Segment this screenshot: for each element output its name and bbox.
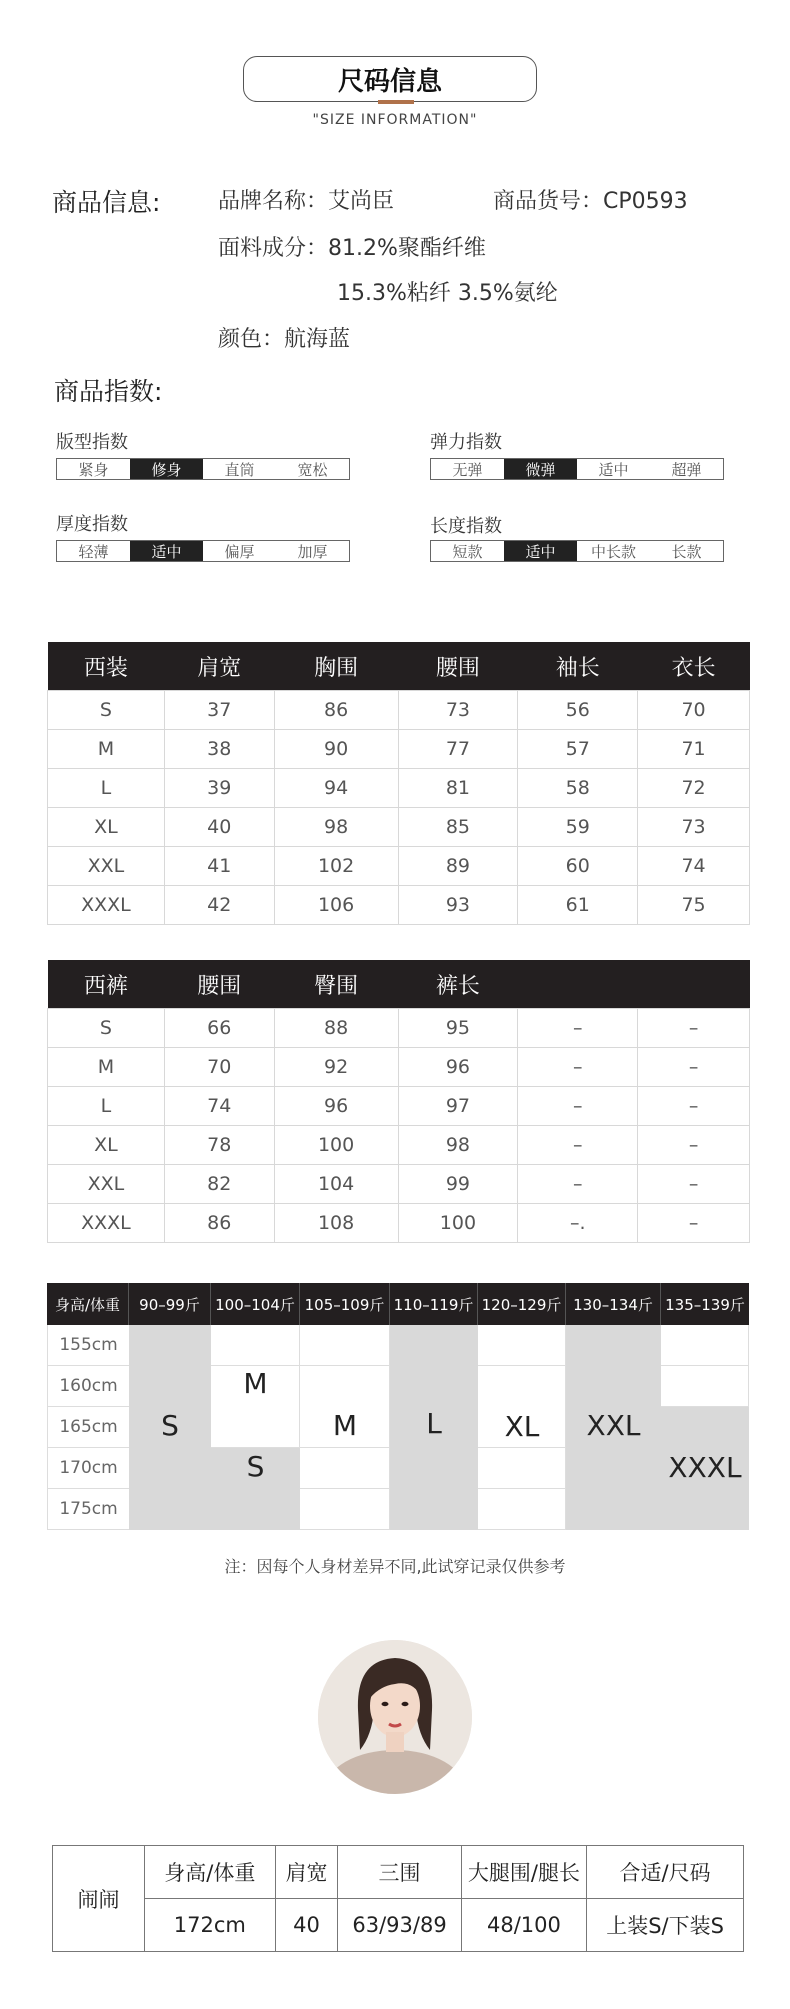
table-header: 臀围 <box>274 960 398 1009</box>
table-cell: 72 <box>638 769 750 808</box>
fit-cell <box>478 1448 566 1489</box>
model-photo-icon <box>318 1640 472 1794</box>
table-cell: 70 <box>164 1048 274 1087</box>
weight-header: 120–129斤 <box>478 1283 566 1325</box>
table-row <box>48 1204 750 1243</box>
table-cell: 59 <box>518 808 638 847</box>
table-cell: 70 <box>638 691 750 730</box>
table-cell: 93 <box>398 886 518 925</box>
table-cell: 86 <box>274 691 398 730</box>
index-option: 超弹 <box>671 460 702 479</box>
table-cell: – <box>638 1009 750 1048</box>
table-cell: – <box>518 1165 638 1204</box>
table-cell: 82 <box>164 1165 274 1204</box>
table-cell: – <box>518 1009 638 1048</box>
weight-header: 135–139斤 <box>661 1283 749 1325</box>
table-cell: XXXL <box>48 886 165 925</box>
table-cell: 92 <box>274 1048 398 1087</box>
table-cell: 41 <box>164 847 274 886</box>
fit-cell <box>478 1325 566 1366</box>
table-cell: 96 <box>398 1048 518 1087</box>
fit-cell <box>300 1489 390 1530</box>
height-label: 155cm <box>47 1325 129 1366</box>
table-header: 袖长 <box>518 642 638 691</box>
table-row <box>48 1009 750 1048</box>
index-option: 长款 <box>671 542 702 561</box>
table-cell: – <box>638 1165 750 1204</box>
fit-size-label: XXL <box>586 1409 641 1442</box>
table-cell: – <box>518 1126 638 1165</box>
table-cell: 75 <box>638 886 750 925</box>
fit-size-label: S <box>246 1450 265 1483</box>
index-option: 短款 <box>452 542 483 561</box>
table-cell: 106 <box>274 886 398 925</box>
item-number: 商品货号：CP0593 <box>493 189 688 214</box>
table-header: 胸围 <box>274 642 398 691</box>
table-cell: XXL <box>48 847 165 886</box>
table-cell: 38 <box>164 730 274 769</box>
table-row <box>48 730 750 769</box>
fit-size-label: L <box>426 1407 442 1440</box>
table-header: 西裤 <box>48 960 165 1009</box>
table-cell: 74 <box>638 847 750 886</box>
table-header: 腰围 <box>164 960 274 1009</box>
model-header: 合适/尺码 <box>587 1846 744 1899</box>
model-header: 三围 <box>338 1846 461 1899</box>
fit-note: 注：因每个人身材差异不同,此试穿记录仅供参考 <box>224 1557 566 1576</box>
table-cell: XL <box>48 808 165 847</box>
table-cell: – <box>638 1087 750 1126</box>
table-cell: – <box>638 1048 750 1087</box>
fit-size-label: M <box>332 1409 358 1442</box>
elasticity-index-bar <box>430 458 724 480</box>
table-cell: 86 <box>164 1204 274 1243</box>
table-header <box>518 960 638 1009</box>
weight-header: 110–119斤 <box>390 1283 478 1325</box>
weight-header: 100–104斤 <box>211 1283 300 1325</box>
table-cell: 66 <box>164 1009 274 1048</box>
height-label: 160cm <box>47 1366 129 1407</box>
table-header: 肩宽 <box>164 642 274 691</box>
model-fit-table <box>52 1845 744 1952</box>
index-option: 宽松 <box>297 460 328 479</box>
table-cell: S <box>48 1009 165 1048</box>
table-cell: 94 <box>274 769 398 808</box>
table-row <box>48 1126 750 1165</box>
table-cell: 78 <box>164 1126 274 1165</box>
table-cell: L <box>48 769 165 808</box>
title-underline <box>378 100 414 104</box>
table-cell: 90 <box>274 730 398 769</box>
elasticity-index-label: 弹力指数 <box>430 432 502 453</box>
table-cell: 56 <box>518 691 638 730</box>
table-cell: – <box>518 1087 638 1126</box>
fit-size-label: M <box>243 1367 268 1400</box>
fit-cell <box>211 1325 300 1366</box>
fit-index-bar <box>56 458 350 480</box>
table-cell: 40 <box>164 808 274 847</box>
table-row <box>48 1087 750 1126</box>
fit-cell <box>478 1489 566 1530</box>
table-row <box>48 1165 750 1204</box>
table-cell: – <box>518 1048 638 1087</box>
pants-size-table <box>47 960 750 1243</box>
table-cell: XXL <box>48 1165 165 1204</box>
table-cell: 73 <box>638 808 750 847</box>
weight-header: 90–99斤 <box>129 1283 211 1325</box>
table-cell: 61 <box>518 886 638 925</box>
height-label: 170cm <box>47 1448 129 1489</box>
table-cell: 85 <box>398 808 518 847</box>
model-value: 40 <box>275 1899 338 1952</box>
model-header: 肩宽 <box>275 1846 338 1899</box>
page-title: 尺码信息 <box>243 56 537 102</box>
table-row <box>48 769 750 808</box>
table-cell: M <box>48 730 165 769</box>
fit-cell <box>300 1448 390 1489</box>
height-label: 165cm <box>47 1407 129 1448</box>
table-cell: 97 <box>398 1087 518 1126</box>
model-avatar <box>318 1640 472 1794</box>
table-cell: 60 <box>518 847 638 886</box>
model-value: 63/93/89 <box>338 1899 461 1952</box>
table-cell: – <box>638 1126 750 1165</box>
fit-size-label: XXXL <box>668 1451 742 1484</box>
model-value: 上装S/下装S <box>587 1899 744 1952</box>
table-cell: 81 <box>398 769 518 808</box>
fabric-composition: 面料成分：81.2%聚酯纤维 <box>218 236 486 261</box>
model-value: 172cm <box>144 1899 275 1952</box>
height-label: 175cm <box>47 1489 129 1530</box>
thickness-index-label: 厚度指数 <box>56 514 128 535</box>
table-cell: 58 <box>518 769 638 808</box>
table-header: 腰围 <box>398 642 518 691</box>
brand-name: 品牌名称：艾尚臣 <box>218 189 395 214</box>
index-option-selected: 修身 <box>130 459 203 479</box>
page-subtitle: "SIZE INFORMATION" <box>312 112 478 128</box>
length-index-label: 长度指数 <box>430 516 502 537</box>
product-info-heading: 商品信息: <box>52 188 161 217</box>
table-cell: 88 <box>274 1009 398 1048</box>
index-option: 直筒 <box>224 460 255 479</box>
fit-chart-corner: 身高/体重 <box>47 1283 129 1325</box>
index-option: 紧身 <box>78 460 109 479</box>
index-option-selected: 适中 <box>130 541 203 561</box>
table-cell: 77 <box>398 730 518 769</box>
table-cell: 95 <box>398 1009 518 1048</box>
table-cell: 108 <box>274 1204 398 1243</box>
table-cell: 98 <box>274 808 398 847</box>
fit-cell <box>300 1325 390 1366</box>
table-cell: 74 <box>164 1087 274 1126</box>
table-header: 衣长 <box>638 642 750 691</box>
weight-header: 105–109斤 <box>300 1283 390 1325</box>
index-heading: 商品指数: <box>54 377 163 406</box>
suit-size-table <box>47 642 750 925</box>
index-option: 无弹 <box>452 460 483 479</box>
length-index-bar <box>430 540 724 562</box>
table-cell: – <box>638 1204 750 1243</box>
table-cell: 100 <box>398 1204 518 1243</box>
index-option: 偏厚 <box>224 542 255 561</box>
table-header: 西装 <box>48 642 165 691</box>
table-row <box>48 847 750 886</box>
table-header <box>638 960 750 1009</box>
table-cell: 37 <box>164 691 274 730</box>
table-cell: 104 <box>274 1165 398 1204</box>
product-color: 颜色：航海蓝 <box>218 327 351 352</box>
table-cell: 99 <box>398 1165 518 1204</box>
model-header: 身高/体重 <box>144 1846 275 1899</box>
model-value: 48/100 <box>461 1899 586 1952</box>
table-cell: –. <box>518 1204 638 1243</box>
index-option-selected: 适中 <box>504 541 577 561</box>
model-name: 闹闹 <box>53 1846 145 1952</box>
model-header: 大腿围/腿长 <box>461 1846 586 1899</box>
table-cell: XXXL <box>48 1204 165 1243</box>
fit-cell <box>661 1366 749 1407</box>
table-cell: XL <box>48 1126 165 1165</box>
fit-index-label: 版型指数 <box>56 432 128 453</box>
table-cell: 57 <box>518 730 638 769</box>
table-cell: S <box>48 691 165 730</box>
table-cell: 42 <box>164 886 274 925</box>
fabric-composition-2: 15.3%粘纤 3.5%氨纶 <box>337 281 558 306</box>
table-cell: L <box>48 1087 165 1126</box>
fit-size-label: XL <box>504 1410 540 1443</box>
table-cell: 102 <box>274 847 398 886</box>
table-cell: 71 <box>638 730 750 769</box>
table-row <box>48 691 750 730</box>
table-cell: 100 <box>274 1126 398 1165</box>
table-cell: 39 <box>164 769 274 808</box>
index-option: 适中 <box>598 460 629 479</box>
weight-header: 130–134斤 <box>566 1283 661 1325</box>
index-option: 加厚 <box>297 542 328 561</box>
index-option-selected: 微弹 <box>504 459 577 479</box>
table-cell: 96 <box>274 1087 398 1126</box>
fit-chart <box>47 1283 749 1533</box>
table-cell: 98 <box>398 1126 518 1165</box>
table-cell: M <box>48 1048 165 1087</box>
table-cell: 73 <box>398 691 518 730</box>
index-option: 中长款 <box>590 542 636 561</box>
table-row <box>48 808 750 847</box>
table-row <box>48 886 750 925</box>
thickness-index-bar <box>56 540 350 562</box>
table-header: 裤长 <box>398 960 518 1009</box>
fit-size-label: S <box>161 1409 179 1442</box>
index-option: 轻薄 <box>78 542 109 561</box>
table-cell: 89 <box>398 847 518 886</box>
table-row <box>48 1048 750 1087</box>
fit-cell <box>661 1325 749 1366</box>
